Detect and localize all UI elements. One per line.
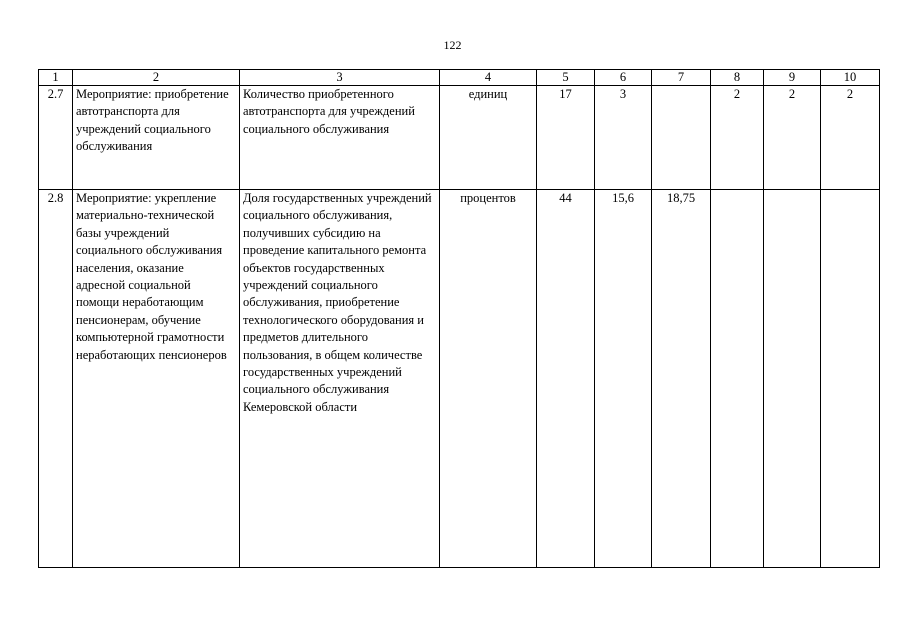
row-number: 2.8	[39, 190, 73, 568]
column-header: 8	[711, 70, 764, 86]
value-cell-10	[821, 190, 880, 568]
table-row	[39, 190, 880, 568]
value-cell-8	[711, 190, 764, 568]
event-cell: Мероприятие: укрепление материально-технической базы учреждений социального обслуживания населения, оказание адресной социальной помощи неработающим пенсионерам, обучение компьютерной грамотности неработающих пенсионеров	[73, 190, 240, 568]
table-row	[39, 86, 880, 190]
indicator-cell: Доля государственных учреждений социального обслуживания, получивших субсидию на проведение капитального ремонта объектов государственных учреждений социального обслуживания, приобретение технологического оборудования и предметов длительного пользования, в общем количестве государственных учреждений социального обслуживания Кемеровской области	[240, 190, 440, 568]
value-cell-6: 3	[595, 86, 652, 190]
column-header: 9	[764, 70, 821, 86]
unit-cell: единиц	[440, 86, 537, 190]
column-header: 5	[537, 70, 595, 86]
value-cell-7	[652, 86, 711, 190]
column-header: 7	[652, 70, 711, 86]
event-cell: Мероприятие: приобретение автотранспорта для учреждений социального обслуживания	[73, 86, 240, 190]
value-cell-9: 2	[764, 86, 821, 190]
value-cell-5: 44	[537, 190, 595, 568]
column-header: 6	[595, 70, 652, 86]
row-number: 2.7	[39, 86, 73, 190]
column-header: 4	[440, 70, 537, 86]
value-cell-7: 18,75	[652, 190, 711, 568]
value-cell-5: 17	[537, 86, 595, 190]
indicator-cell: Количество приобретенного автотранспорта для учреждений социального обслуживания	[240, 86, 440, 190]
column-header: 2	[73, 70, 240, 86]
unit-cell: процентов	[440, 190, 537, 568]
table-header-row	[39, 70, 880, 86]
value-cell-8: 2	[711, 86, 764, 190]
column-header: 10	[821, 70, 880, 86]
column-header: 1	[39, 70, 73, 86]
value-cell-6: 15,6	[595, 190, 652, 568]
page-number: 122	[443, 38, 462, 52]
value-cell-9	[764, 190, 821, 568]
value-cell-10: 2	[821, 86, 880, 190]
indicators-table	[38, 69, 880, 568]
column-header: 3	[240, 70, 440, 86]
